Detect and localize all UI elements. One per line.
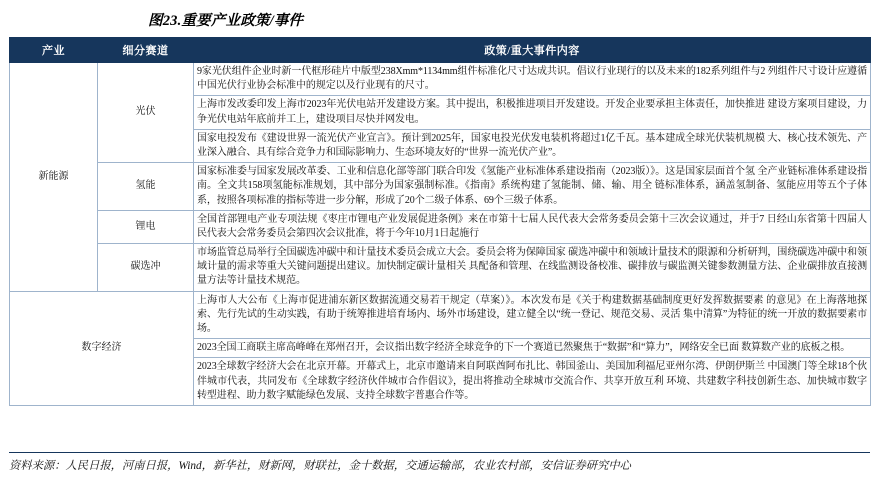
cell-subtrack-hydrogen: 氢能 bbox=[98, 163, 194, 211]
content-text: 国家标准委与国家发展改革委、工业和信息化部等部门联合印发《氢能产业标准体系建设指南（2023版）》。这是国家层面首个氢 全产业链标准体系建设指南。全文共158项氢能标准规划，其中部分为国家强制标准。《指南》系统构建了氢能制、储、输、用全 链标准体系，涵盖氢制备、氢能应用等五个子体系，按照各项标准的指标等进一步分解，形成了20个二级子体系、69个三级子体系。 bbox=[197, 166, 867, 206]
cell-content bbox=[194, 129, 871, 162]
cell-content bbox=[194, 96, 871, 129]
content-text: 2023全球数字经济大会在北京开幕。开幕式上，北京市邀请来自阿联酋阿布扎比、韩国釜山、美国加利福尼亚州尔湾、伊朗伊斯兰 中国澳门等全球18个伙伴城市代表，共同发布《全球数字经济伙伴城市合作倡议》，提出将推动全球城市交流合作、共享开放互利 环境、共建数字科技创新生态、加快城市数字转型进程、助力数字赋能绿色发展、支持全球数字普惠合作等。 bbox=[197, 361, 867, 401]
content-text: 全国首部锂电产业专项法规《枣庄市锂电产业发展促进条例》来在市第十七届人民代表大会常务委员会第十三次会议通过，并于7 日经山东省第十四届人民代表大会常务委员会第四次会议批准，将于今年10月1日起施行 bbox=[197, 213, 867, 239]
cell-subtrack-carbon: 碳选冲 bbox=[98, 244, 194, 292]
figure-title: 图23.重要产业政策/事件 bbox=[148, 13, 304, 29]
table-row bbox=[10, 63, 871, 96]
content-text: 市场监管总局举行全国碳选冲碳中和计量技术委员会成立大会。委员会将为保障国家 碳选冲碳中和领域计量技术的限源和分析研判，围绕碳选冲碳中和领域计量的需求等重大关键问题提出建议。加快制定碳计量相关 具配备和管理、在线监测设备校准、碳排放与碳监测关键参数测量方法、企业碳排放直接测量方法等计量技术规范。 bbox=[197, 247, 867, 287]
cell-subtrack-lithium: 锂电 bbox=[98, 210, 194, 243]
content-text: 9家光伏组件企业时新一代框形硅片中版型238Xmm*1134mm组件标准化尺寸达成共识。倡议行业现行的以及未来的182系列组件与2 列组件尺寸设计应遵循中国光伏行业协会标准中的规定以及行业现有的尺寸。 bbox=[197, 66, 867, 92]
content-text: 上海市人大公布《上海市促进浦东新区数据流通交易若干规定（草案）》。本次发布是《关于构建数据基础制度更好发挥数据要素 的意见》在上海落地探索、先行先试的生动实践，有助于统筹推进培育场内、场外市场建设，建立健全以“统一登记、规范交易、灵活 集中清算”为特征的统一开放的数据要素市场。 bbox=[197, 294, 867, 334]
column-header-industry: 产业 bbox=[10, 38, 98, 63]
content-text: 2023全国工商联主席高峰峰在郑州召开，会议指出数字经济全球竞争的下一个赛道已然聚焦于“数据”和“算力”，网络安全已面 数算数产业的底板之根。 bbox=[197, 342, 851, 354]
cell-content bbox=[194, 163, 871, 211]
cell-subtrack-pv: 光伏 bbox=[98, 63, 194, 163]
cell-content bbox=[194, 291, 871, 339]
source-note: 资料来源：人民日报，河南日报，Wind，新华社，财新网，财联社，金十数据，交通运输部，农业农村部，安信证券研究中心 bbox=[9, 452, 870, 473]
cell-content bbox=[194, 339, 871, 358]
cell-industry-newenergy: 新能源 bbox=[10, 63, 98, 292]
table-row bbox=[10, 244, 871, 292]
cell-content bbox=[194, 358, 871, 406]
cell-content bbox=[194, 63, 871, 96]
column-header-subtrack: 细分赛道 bbox=[98, 38, 194, 63]
cell-subtrack-digital-economy: 数字经济 bbox=[10, 291, 194, 405]
cell-content bbox=[194, 244, 871, 292]
table-header-row bbox=[10, 38, 871, 63]
column-header-content: 政策/重大事件内容 bbox=[194, 38, 871, 63]
cell-content bbox=[194, 210, 871, 243]
content-text: 上海市发改委印发上海市2023年光伏电站开发建设方案。其中提出，积极推进项目开发建设。开发企业要承担主体责任，加快推进 建设方案项目建设，力争光伏电站年底前并工上，建设项目尽快并网发电。 bbox=[197, 99, 867, 125]
table-row bbox=[10, 291, 871, 339]
policy-table bbox=[9, 37, 871, 406]
table-row bbox=[10, 210, 871, 243]
content-text: 国家电投发布《建设世界一流光伏产业宣言》。预计到2025年，国家电投光伏发电装机将超过1亿千瓦。基本建成全球光伏装机规模 大、核心技术领先、产业深入融合、具有综合竞争力和国际影响力、生态环境友好的“世界一流光伏产业”。 bbox=[197, 132, 867, 158]
